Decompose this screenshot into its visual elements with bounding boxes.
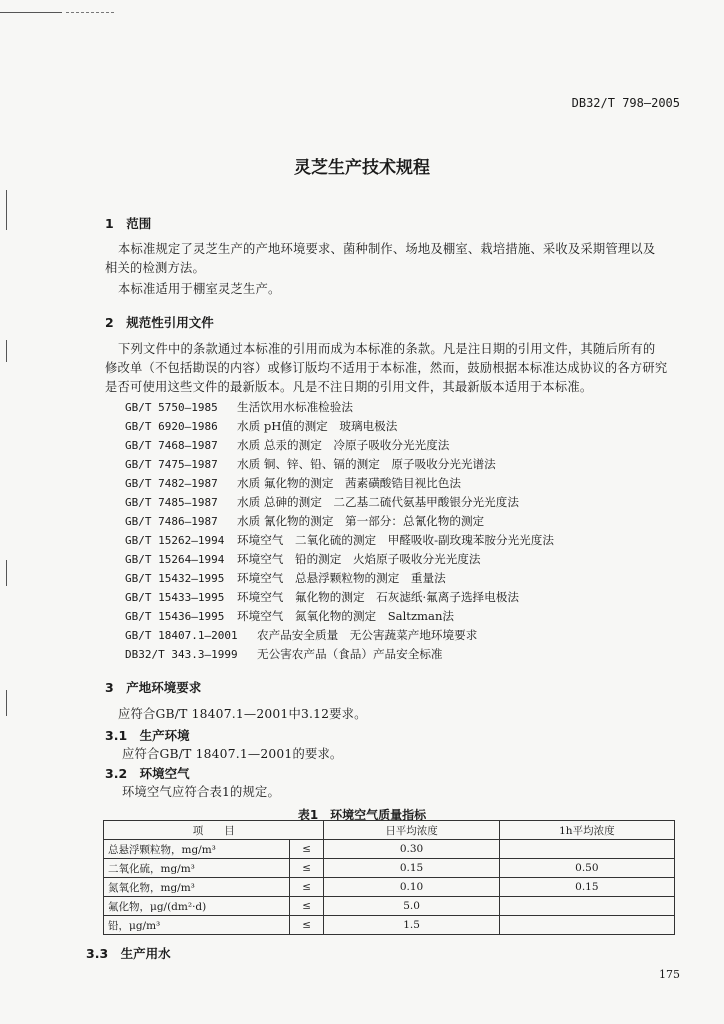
scan-edge-line — [0, 12, 62, 13]
reference-title: 生活饮用水标准检验法 — [237, 400, 353, 414]
document-title: 灵芝生产技术规程 — [294, 158, 430, 178]
scan-edge-dash — [66, 12, 114, 13]
standard-code: DB32/T 798—2005 — [571, 96, 680, 110]
reference-item — [125, 455, 554, 474]
reference-title: 农产品安全质量 无公害蔬菜产地环境要求 — [257, 628, 478, 642]
cell-daily: 5.0 — [324, 897, 499, 916]
reference-title: 环境空气 氟化物的测定 石灰滤纸·氟离子选择电极法 — [237, 590, 519, 604]
cell-hourly — [499, 897, 674, 916]
scan-margin-mark — [6, 560, 7, 586]
reference-item — [125, 398, 554, 417]
reference-code: GB/T 15262—1994 — [125, 534, 225, 547]
reference-code: GB/T 6920—1986 — [125, 420, 218, 433]
scan-margin-mark — [6, 690, 7, 716]
section-2-intro-line-3: 是否可使用这些文件的最新版本。凡是不注日期的引用文件，其最新版本适用于本标准。 — [105, 380, 593, 394]
table-row — [104, 916, 675, 935]
reference-code: DB32/T 343.3—1999 — [125, 648, 238, 661]
reference-item — [125, 436, 554, 455]
cell-daily: 0.10 — [324, 878, 499, 897]
section-2-heading: 2 规范性引用文件 — [105, 315, 214, 330]
table-header-daily: 日平均浓度 — [324, 821, 499, 840]
cell-hourly: 0.15 — [499, 878, 674, 897]
section-1-paragraph-1 — [118, 240, 683, 259]
reference-code: GB/T 15436—1995 — [125, 610, 225, 623]
table-row — [104, 859, 675, 878]
cell-item: 氟化物，μg/(dm²·d) — [104, 897, 290, 916]
reference-item — [125, 531, 554, 550]
cell-operator: ≤ — [289, 897, 324, 916]
cell-hourly: 0.50 — [499, 859, 674, 878]
reference-title: 无公害农产品（食品）产品安全标准 — [257, 647, 443, 661]
reference-code: GB/T 15433—1995 — [125, 591, 225, 604]
reference-title: 水质 总汞的测定 冷原子吸收分光光度法 — [237, 438, 450, 452]
section-3-1-heading: 3.1 生产环境 — [105, 728, 190, 743]
table-header-row — [104, 821, 675, 840]
cell-hourly — [499, 916, 674, 935]
page-number: 175 — [659, 968, 680, 981]
cell-operator: ≤ — [289, 840, 324, 859]
reference-code: GB/T 7482—1987 — [125, 477, 218, 490]
reference-list — [125, 398, 554, 664]
reference-code: GB/T 7468—1987 — [125, 439, 218, 452]
reference-code: GB/T 15264—1994 — [125, 553, 225, 566]
scan-margin-mark — [6, 190, 7, 230]
section-3-heading: 3 产地环境要求 — [105, 680, 202, 695]
reference-item — [125, 493, 554, 512]
reference-title: 水质 氰化物的测定 第一部分：总氰化物的测定 — [237, 514, 485, 528]
reference-item — [125, 474, 554, 493]
table-row — [104, 840, 675, 859]
cell-item: 二氧化硫，mg/m³ — [104, 859, 290, 878]
table-header-hourly: 1h平均浓度 — [499, 821, 674, 840]
section-1-heading: 1 范围 — [105, 216, 152, 231]
reference-title: 环境空气 总悬浮颗粒物的测定 重量法 — [237, 571, 446, 585]
reference-code: GB/T 7486—1987 — [125, 515, 218, 528]
reference-item — [125, 645, 554, 664]
reference-title: 水质 总砷的测定 二乙基二硫代氨基甲酸银分光光度法 — [237, 495, 519, 509]
cell-item: 铅，μg/m³ — [104, 916, 290, 935]
reference-item — [125, 550, 554, 569]
reference-code: GB/T 5750—1985 — [125, 401, 218, 414]
paragraph-line: 本标准规定了灵芝生产的产地环境要求、菌种制作、场地及棚室、栽培措施、采收及采期管理以及 — [118, 242, 656, 256]
section-2-intro-line-1: 下列文件中的条款通过本标准的引用而成为本标准的条款。凡是注日期的引用文件，其随后所有的 — [118, 342, 656, 356]
section-1-paragraph-2: 本标准适用于棚室灵芝生产。 — [118, 282, 281, 296]
table-caption: 表1 环境空气质量指标 — [297, 808, 427, 822]
section-3-2-text: 环境空气应符合表1的规定。 — [122, 785, 280, 799]
reference-item — [125, 569, 554, 588]
reference-title: 环境空气 二氧化硫的测定 甲醛吸收-副玫瑰苯胺分光光度法 — [237, 533, 554, 547]
table-row — [104, 897, 675, 916]
reference-item — [125, 588, 554, 607]
cell-hourly — [499, 840, 674, 859]
cell-operator: ≤ — [289, 878, 324, 897]
section-3-3-heading: 3.3 生产用水 — [86, 946, 171, 961]
reference-code: GB/T 7475—1987 — [125, 458, 218, 471]
reference-item — [125, 626, 554, 645]
cell-operator: ≤ — [289, 859, 324, 878]
reference-title: 环境空气 铅的测定 火焰原子吸收分光光度法 — [237, 552, 481, 566]
scan-margin-mark — [6, 340, 7, 362]
section-2-intro-line-2: 修改单（不包括勘误的内容）或修订版均不适用于本标准，然而，鼓励根据本标准达成协议的各方研究 — [105, 361, 668, 375]
cell-item: 氮氧化物，mg/m³ — [104, 878, 290, 897]
reference-title: 环境空气 氮氧化物的测定 Saltzman法 — [237, 609, 455, 623]
table-row — [104, 878, 675, 897]
reference-item — [125, 417, 554, 436]
air-quality-table — [103, 820, 675, 935]
reference-code: GB/T 18407.1—2001 — [125, 629, 238, 642]
section-1-paragraph-1-cont: 相关的检测方法。 — [105, 261, 205, 275]
reference-title: 水质 氟化物的测定 茜素磺酸锆目视比色法 — [237, 476, 461, 490]
reference-title: 水质 pH值的测定 玻璃电极法 — [237, 419, 398, 433]
section-3-2-heading: 3.2 环境空气 — [105, 766, 190, 781]
reference-code: GB/T 7485—1987 — [125, 496, 218, 509]
cell-daily: 0.15 — [324, 859, 499, 878]
cell-daily: 1.5 — [324, 916, 499, 935]
cell-daily: 0.30 — [324, 840, 499, 859]
section-3-text: 应符合GB/T 18407.1—2001中3.12要求。 — [118, 707, 367, 721]
section-3-1-text: 应符合GB/T 18407.1—2001的要求。 — [122, 747, 343, 761]
reference-title: 水质 铜、锌、铅、镉的测定 原子吸收分光光谱法 — [237, 457, 496, 471]
reference-item — [125, 512, 554, 531]
reference-item — [125, 607, 554, 626]
reference-code: GB/T 15432—1995 — [125, 572, 225, 585]
cell-operator: ≤ — [289, 916, 324, 935]
cell-item: 总悬浮颗粒物，mg/m³ — [104, 840, 290, 859]
table-header-item: 项 目 — [104, 821, 324, 840]
